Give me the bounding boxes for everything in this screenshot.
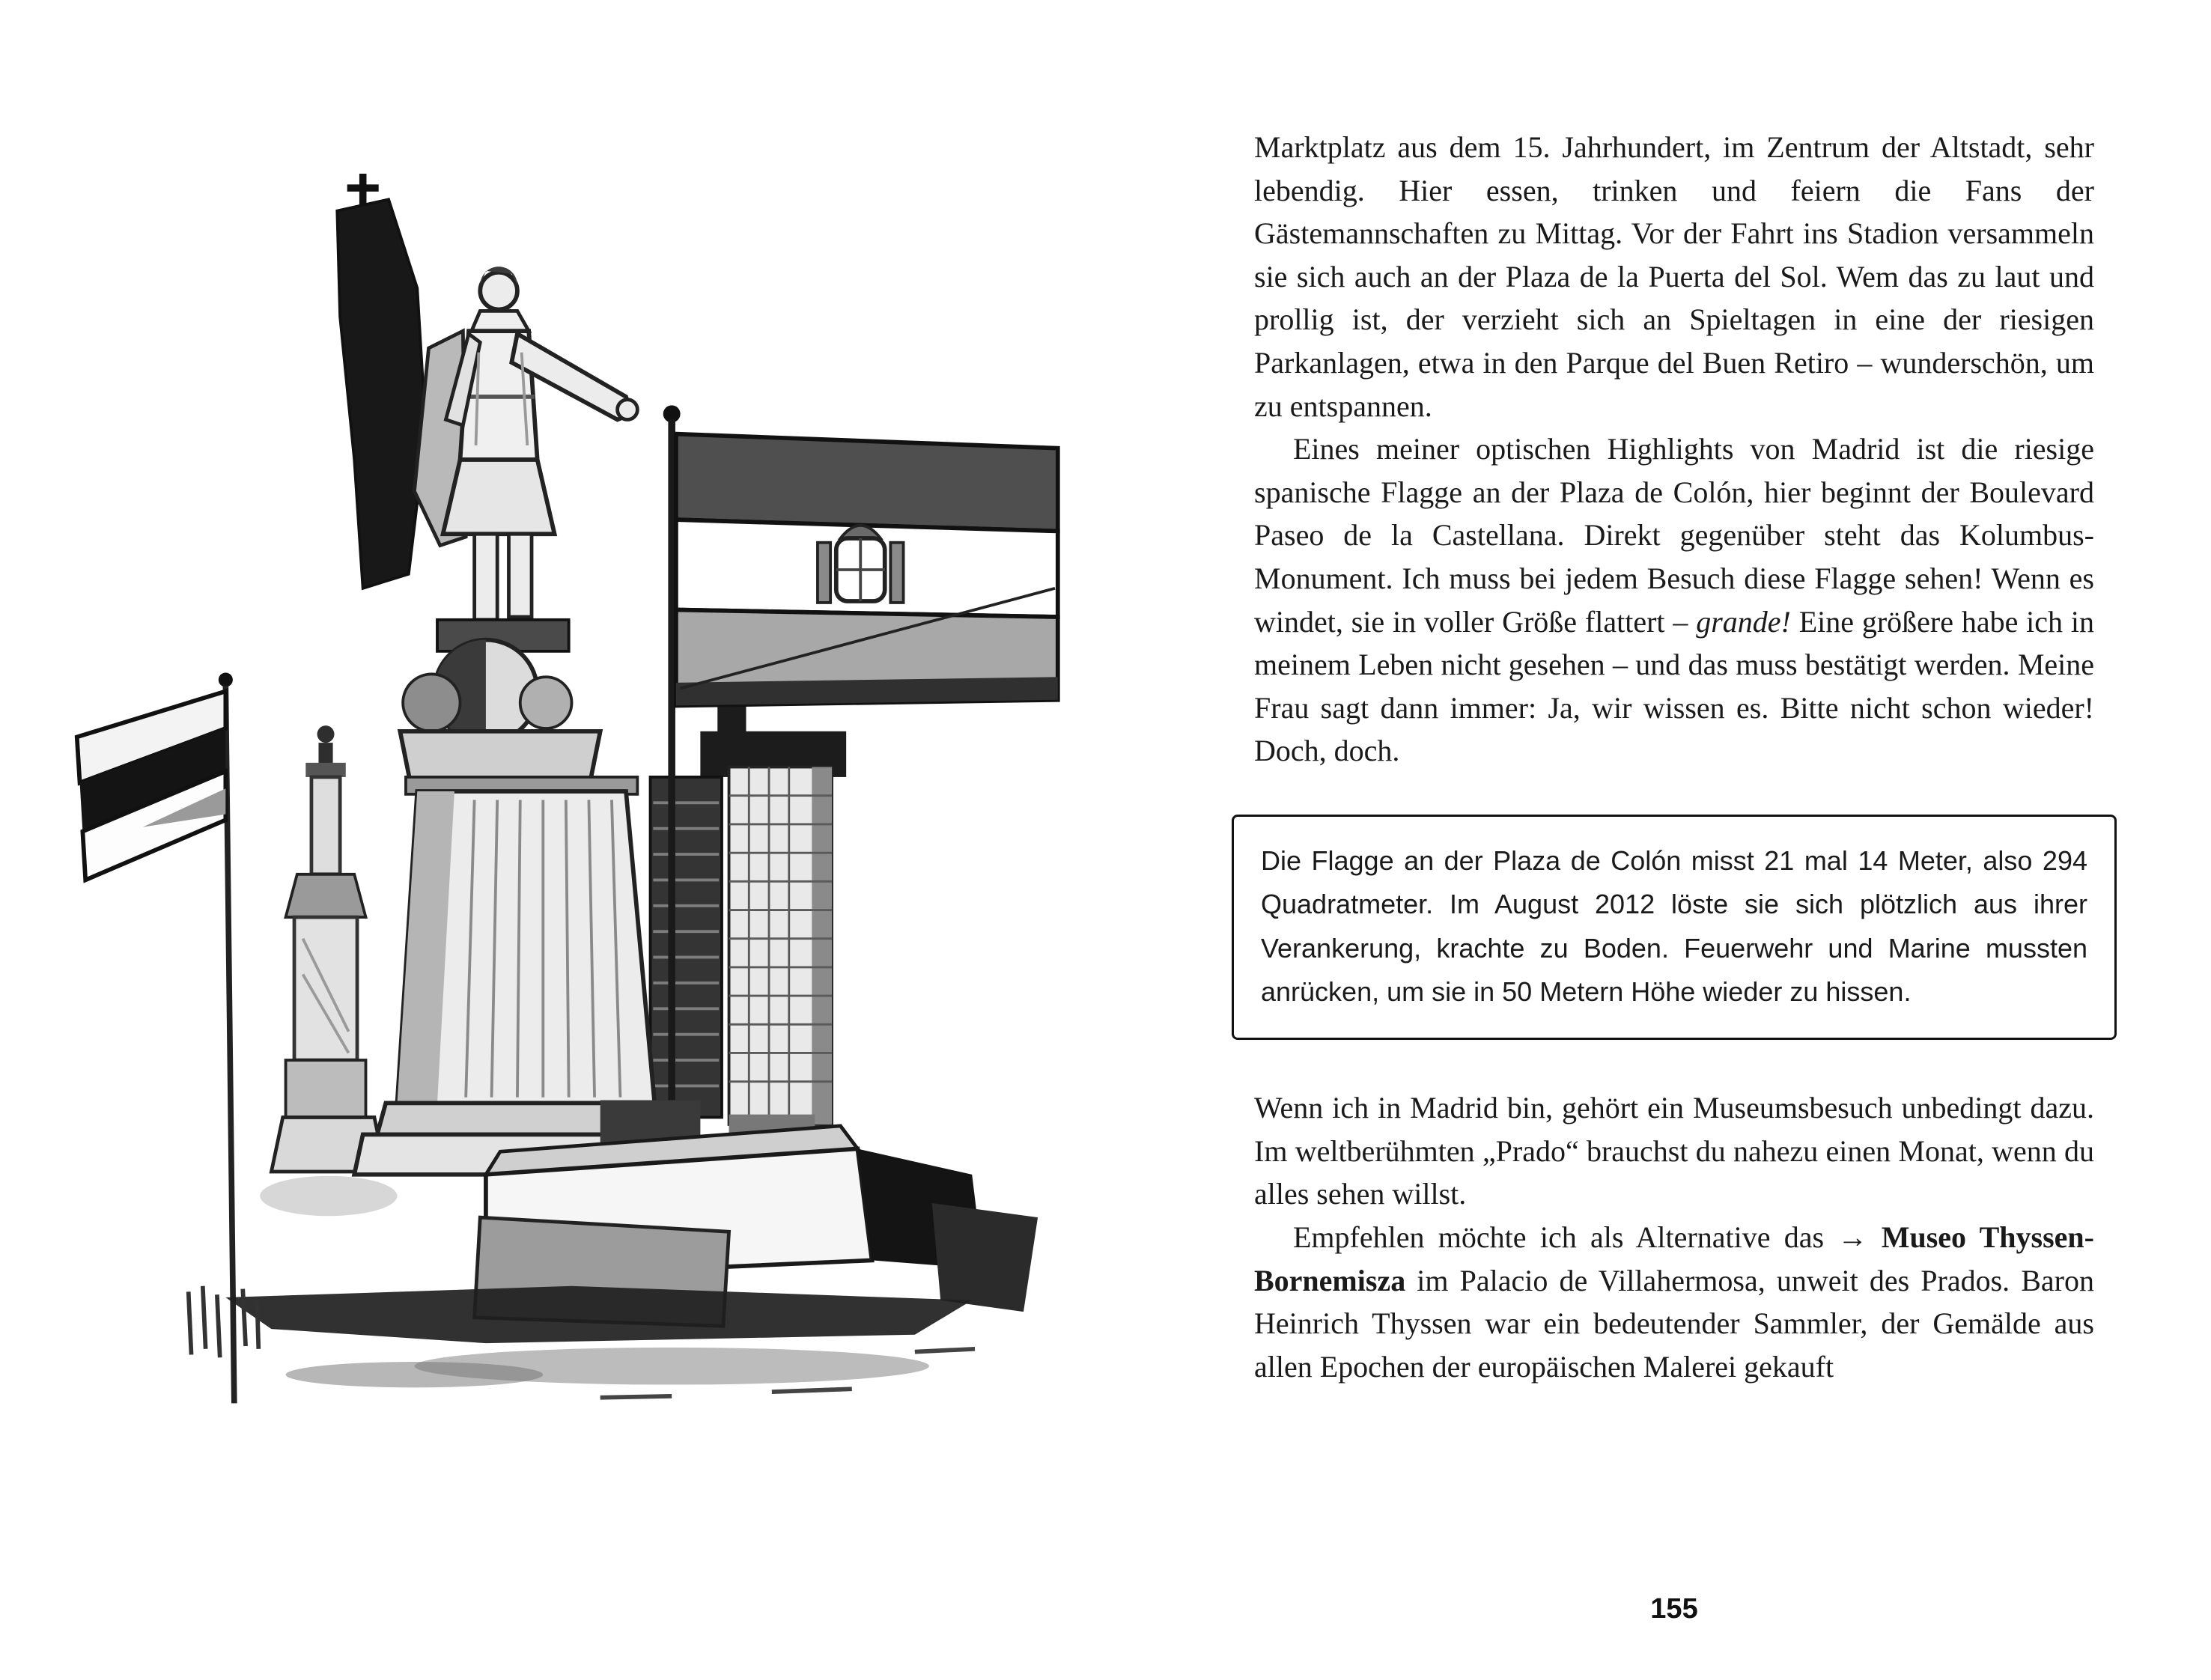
info-box [1232, 815, 2117, 1040]
paragraph-museumsbesuch: Wenn ich in Madrid bin, gehört ein Museumsbesuch unbedingt dazu. Im weltberühmten „Prado“ brauchst du nahezu einen Monat, wenn du alles sehen willst. [1254, 1091, 2094, 1211]
tower-buildings-graphic [651, 705, 847, 1124]
arrow-glyph: → [1837, 1220, 1882, 1254]
info-box-text: Die Flagge an der Plaza de Colón misst 21 mal 14 Meter, also 294 Quadratmeter. Im August 2012 löste sie sich plötzlich aus ihrer Verankerung, krachte zu Boden. Feuerwehr und Marine mussten anrücken, um sie in 50 Metern Höhe wieder zu hissen. [1261, 844, 2087, 1007]
paragraph-thyssen [1254, 1216, 2094, 1388]
left-page [0, 0, 1105, 1680]
page-number: 155 [1650, 1593, 1698, 1625]
paragraph-flagge-highlight [1254, 427, 2094, 773]
columbus-statue-graphic [337, 174, 637, 620]
body-text-column [1254, 126, 2094, 1388]
paragraph-thyssen-post: im Palacio de Villahermosa, unweit des Prados. Baron Heinrich Thyssen war ein bedeutender Sammler, der Gemälde aus allen Epochen der europäischen Malerei gekauft [1254, 1263, 2094, 1384]
paragraph-flagge-post: Eine größere habe ich in meinem Leben nicht gesehen – und das muss bestätigt werden. Meine Frau sagt dann immer: Ja, wir wissen es. Bitte nicht schon wieder! Doch, doch. [1254, 604, 2095, 768]
columbus-monument-illustration [57, 112, 1086, 1407]
striped-flag-graphic [77, 673, 234, 1404]
bold-museo-thyssen: Museo Thyssen-Bornemisza [1254, 1220, 2095, 1297]
ground-wash-graphic [189, 1286, 975, 1398]
right-page [1105, 0, 2211, 1680]
paragraph-thyssen-pre: Empfehlen möchte ich als Alternative das [1293, 1220, 1838, 1254]
paragraph-flagge-pre: Eines meiner optischen Highlights von Madrid ist die riesige spanische Flagge an der Plaza de Colón, hier beginnt der Boulevard Paseo de la Castellana. Direkt gegenüber steht das Kolumbus-Monument. Ich muss bei jedem Besuch diese Flagge sehen! Wenn es windet, sie in voller Größe flattert – [1254, 432, 2094, 639]
paragraph-marktplatz: Marktplatz aus dem 15. Jahrhundert, im Zentrum der Altstadt, sehr lebendig. Hier essen, trinken und feiern die Fans der Gästemannschaften zu Mittag. Vor der Fahrt ins Stadion versammeln sie sich auch an der Plaza de la Puerta del Sol. Wem das zu laut und prollig ist, der verzieht sich an Spieltagen in eine der riesigen Parkanlagen, etwa in den Parque del Buen Retiro – wunderschön, um zu entspannen. [1254, 130, 2094, 423]
italic-grande: grande! [1696, 604, 1791, 639]
